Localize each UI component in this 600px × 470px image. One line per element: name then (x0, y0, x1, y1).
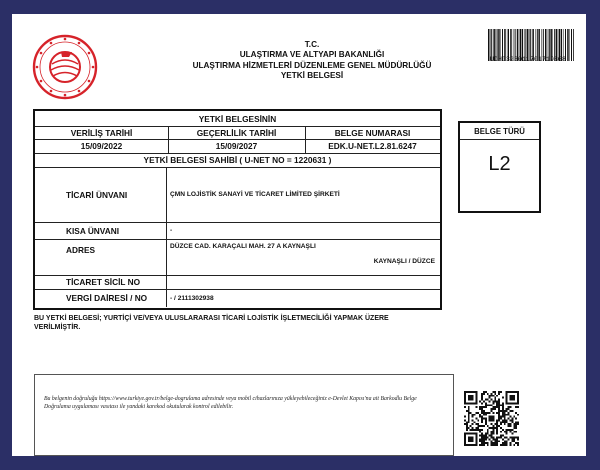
document-header (162, 40, 462, 82)
verification-text: Bu belgenin doğruluğu https://www.turkiye.gov.tr/belge-dogrulama adresinde veya mobil cihazlarınıza yükleyebileceğiniz e-Devlet Kapısı'na ait Barkodlu Belge Doğrulama uygulaması vasıtası ile yandaki karekod okutularak kontrol edilebilir. (44, 396, 417, 410)
header-line-ministry: ULAŞTIRMA VE ALTYAPI BAKANLIĞI (239, 50, 385, 60)
holder-heading: YETKİ BELGESİ SAHİBİ ( U-NET NO = 1220631 ) (143, 155, 332, 165)
verification-footer (34, 374, 454, 456)
document-type-title: BELGE TÜRÜ (460, 123, 539, 140)
field-row-trade-registry (35, 275, 440, 290)
field-divider (166, 222, 167, 239)
field-value-trade-registry (170, 275, 436, 289)
field-label: TİCARİ ÜNVANI (66, 189, 128, 200)
column-header-row (35, 126, 440, 140)
certificate-note: BU YETKİ BELGESİ; YURTİÇİ VE/VEYA ULUSLARARASI TİCARİ LOJİSTİK İŞLETMECİLİĞİ YAPMAK ÜZERE VERİLMİŞTİR. (34, 315, 389, 331)
field-row-short-name (35, 222, 440, 240)
validity-date-value: 15/09/2027 (215, 141, 258, 151)
ministry-seal-icon (32, 34, 98, 100)
document-page (12, 14, 586, 456)
field-value-address-city: KAYNAŞLI / DÜZCE (373, 258, 435, 265)
column-header-issue-date: VERİLİŞ TARİHİ (70, 127, 133, 138)
column-header-doc-number: BELGE NUMARASI (334, 127, 411, 138)
field-divider (166, 275, 167, 289)
table-title-row (35, 111, 440, 127)
column-header-validity-date: GEÇERLİLİK TARİHİ (196, 127, 277, 138)
qr-code-icon[interactable] (464, 391, 519, 446)
header-line-tc: T.C. (304, 40, 320, 49)
field-value-trade-name: ÇMN LOJİSTİK SANAYİ VE TİCARET LİMİTED ŞİRKETİ (170, 191, 340, 198)
field-row-tax-office (35, 289, 440, 307)
document-type-value: L2 (488, 153, 511, 175)
column-value-row (35, 139, 440, 154)
field-label: VERGİ DAİRESİ / NO (66, 293, 148, 303)
holder-heading-row (35, 153, 440, 168)
field-value-tax-office: - / 2111302938 (170, 294, 214, 302)
field-value-address: DÜZCE CAD. KARAÇALI MAH. 27 A KAYNAŞLI (170, 243, 316, 250)
field-divider (166, 289, 167, 307)
field-row-trade-name (35, 167, 440, 223)
field-row-address (35, 239, 440, 276)
field-label: ADRES (66, 245, 96, 255)
header-line-directorate: ULAŞTIRMA HİZMETLERİ DÜZENLEME GENEL MÜDÜRLÜĞÜ (192, 60, 432, 70)
document-type-box (458, 121, 541, 213)
issue-date-value: 15/09/2022 (80, 141, 123, 151)
barcode-number: UDH0323011701719868 (490, 56, 567, 63)
field-label: KISA ÜNVANI (66, 225, 120, 236)
field-divider (166, 239, 167, 275)
field-divider (166, 167, 167, 222)
doc-number-value: EDK.U-NET.L2.81.6247 (328, 141, 417, 151)
field-label: TİCARET SİCİL NO (66, 277, 141, 287)
header-line-title: YETKİ BELGESİ (280, 71, 344, 81)
certificate-table (33, 109, 442, 310)
field-value-short-name: - (170, 227, 173, 234)
table-title: YETKİ BELGESİNİN (198, 113, 277, 124)
